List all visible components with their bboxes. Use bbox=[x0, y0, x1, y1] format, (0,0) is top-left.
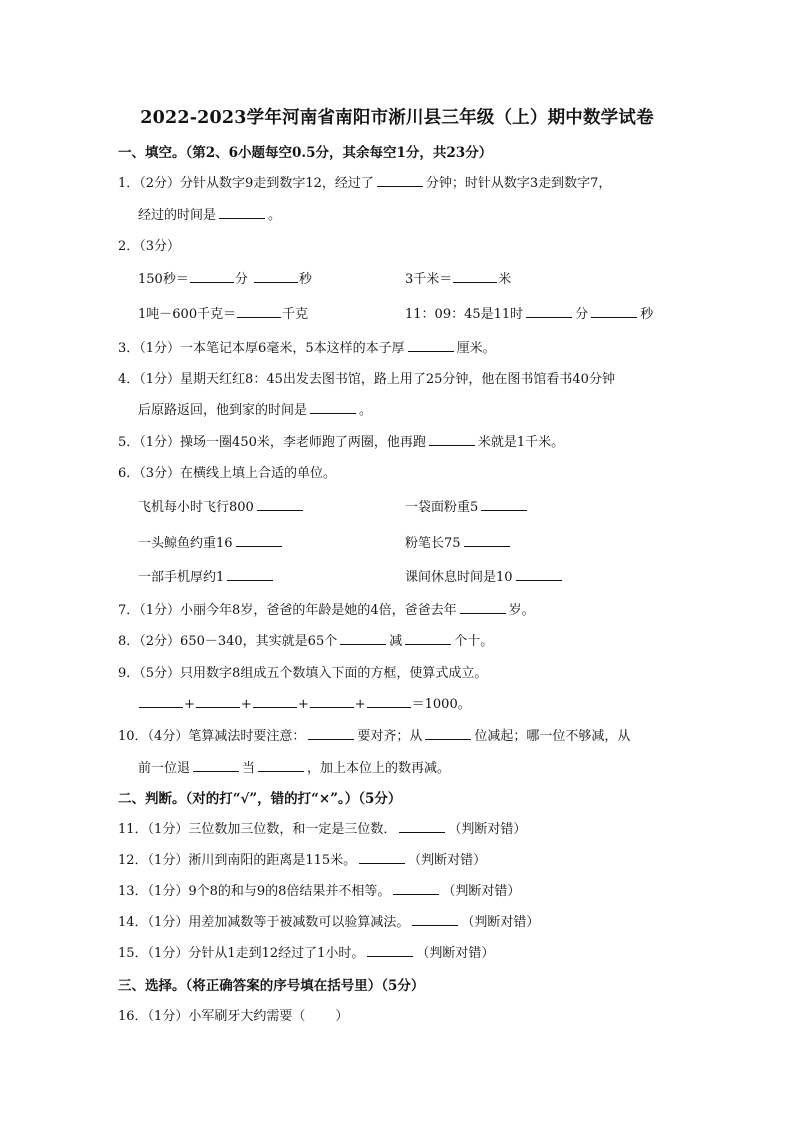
question-2-item-4: 11：09：45是11时 分 秒 bbox=[405, 307, 654, 322]
question-2-item-3: 1吨－600千克＝ 千克 bbox=[138, 307, 309, 322]
answer-blank[interactable] bbox=[460, 601, 506, 614]
answer-blank[interactable] bbox=[408, 339, 454, 352]
question-16: 16．（1分）小军刷牙大约需要（ ） bbox=[118, 1009, 349, 1024]
answer-blank[interactable] bbox=[591, 305, 637, 318]
question-14: 14．（1分）用差加减数等于被减数可以验算减法。 （判断对错） bbox=[118, 915, 540, 930]
answer-blank[interactable] bbox=[253, 695, 297, 708]
answer-blank[interactable] bbox=[139, 695, 183, 708]
answer-blank[interactable] bbox=[464, 534, 510, 547]
answer-blank[interactable] bbox=[254, 270, 298, 283]
question-2-item-2: 3千米＝ 米 bbox=[405, 272, 512, 287]
page-title: 2022-2023学年河南省南阳市淅川县三年级（上）期中数学试卷 bbox=[140, 108, 654, 128]
answer-blank[interactable] bbox=[196, 695, 240, 708]
question-7: 7．（1分）小丽今年8岁，爸爸的年龄是她的4倍，爸爸去年 岁。 bbox=[118, 603, 535, 618]
question-1-line-2: 经过的时间是 。 bbox=[138, 208, 282, 223]
answer-blank[interactable] bbox=[190, 270, 234, 283]
answer-blank[interactable] bbox=[481, 498, 527, 511]
question-13: 13．（1分）9个8的和与9的8倍结果并不相等。 （判断对错） bbox=[118, 884, 521, 899]
answer-blank[interactable] bbox=[310, 695, 354, 708]
question-12: 12．（1分）淅川到南阳的距离是115米。 （判断对错） bbox=[118, 853, 487, 868]
answer-blank[interactable] bbox=[236, 534, 282, 547]
question-1-line-1: 1．（2分）分针从数字9走到数字12，经过了 分钟；时针从数字3走到数字7， bbox=[118, 176, 612, 191]
question-6-item-4: 粉笔长75 bbox=[405, 533, 513, 555]
question-5: 5．（1分）操场一圈450米，李老师跑了两圈，他再跑 米就是1千米。 bbox=[118, 435, 565, 450]
answer-blank[interactable] bbox=[237, 305, 281, 318]
question-6-head: 6．（3分）在横线上填上合适的单位。 bbox=[118, 466, 337, 481]
answer-blank[interactable] bbox=[193, 759, 239, 772]
question-2-item-1: 150秒＝ 分 秒 bbox=[138, 272, 312, 287]
question-6-item-5: 一部手机厚约1 bbox=[138, 567, 276, 589]
question-6-item-2: 一袋面粉重5 bbox=[405, 497, 530, 519]
answer-blank[interactable] bbox=[340, 632, 386, 645]
answer-blank[interactable] bbox=[429, 433, 475, 446]
answer-blank[interactable] bbox=[367, 695, 411, 708]
section-true-false: 二、判断。（对的打“√”，错的打“×”。）（5分） bbox=[118, 791, 402, 807]
section-fill-in: 一、填空。（第2、6小题每空0.5分，其余每空1分，共23分） bbox=[118, 145, 493, 161]
answer-blank[interactable] bbox=[227, 568, 273, 581]
question-4-line-2: 后原路返回，他到家的时间是 。 bbox=[138, 403, 373, 418]
answer-blank[interactable] bbox=[367, 944, 413, 957]
question-8: 8．（2分）650－340，其实就是65个 减 个十。 bbox=[118, 634, 494, 649]
question-6-item-6: 课间休息时间是10 bbox=[405, 567, 565, 589]
answer-blank[interactable] bbox=[257, 498, 303, 511]
answer-blank[interactable] bbox=[377, 174, 423, 187]
answer-blank[interactable] bbox=[310, 401, 356, 414]
question-6-item-3: 一头鲸鱼约重16 bbox=[138, 533, 285, 555]
answer-blank[interactable] bbox=[219, 206, 265, 219]
answer-blank[interactable] bbox=[405, 632, 451, 645]
answer-blank[interactable] bbox=[399, 820, 445, 833]
question-6-item-1: 飞机每小时飞行800 bbox=[138, 497, 306, 519]
question-10-line-1: 10．（4分）笔算减法时要注意： 要对齐；从 位减起；哪一位不够减，从 bbox=[118, 729, 631, 744]
question-9-head: 9．（5分）只用数字8组成五个数填入下面的方框，使算式成立。 bbox=[118, 666, 488, 681]
answer-blank[interactable] bbox=[393, 882, 439, 895]
answer-blank[interactable] bbox=[258, 759, 304, 772]
answer-blank[interactable] bbox=[425, 727, 471, 740]
question-10-line-2: 前一位退 当 ，加上本位上的数再减。 bbox=[138, 761, 451, 776]
question-15: 15．（1分）分针从1走到12经过了1小时。 （判断对错） bbox=[118, 946, 495, 961]
answer-blank[interactable] bbox=[526, 305, 572, 318]
answer-blank[interactable] bbox=[412, 913, 458, 926]
answer-blank[interactable] bbox=[516, 568, 562, 581]
question-2-head: 2．（3分） bbox=[118, 239, 181, 254]
question-3: 3．（1分）一本笔记本厚6毫米，5本这样的本子厚 厘米。 bbox=[118, 341, 496, 356]
question-4-line-1: 4．（1分）星期天红红8：45出发去图书馆，路上用了25分钟，他在图书馆看书40分钟 bbox=[118, 372, 615, 387]
question-11: 11．（1分）三位数加三位数，和一定是三位数． （判断对错） bbox=[118, 822, 527, 837]
answer-blank[interactable] bbox=[359, 851, 405, 864]
answer-blank[interactable] bbox=[308, 727, 354, 740]
section-multiple-choice: 三、选择。（将正确答案的序号填在括号里）（5分） bbox=[118, 978, 425, 994]
question-9-equation: + + + + ＝1000。 bbox=[138, 694, 471, 716]
answer-blank[interactable] bbox=[453, 270, 497, 283]
